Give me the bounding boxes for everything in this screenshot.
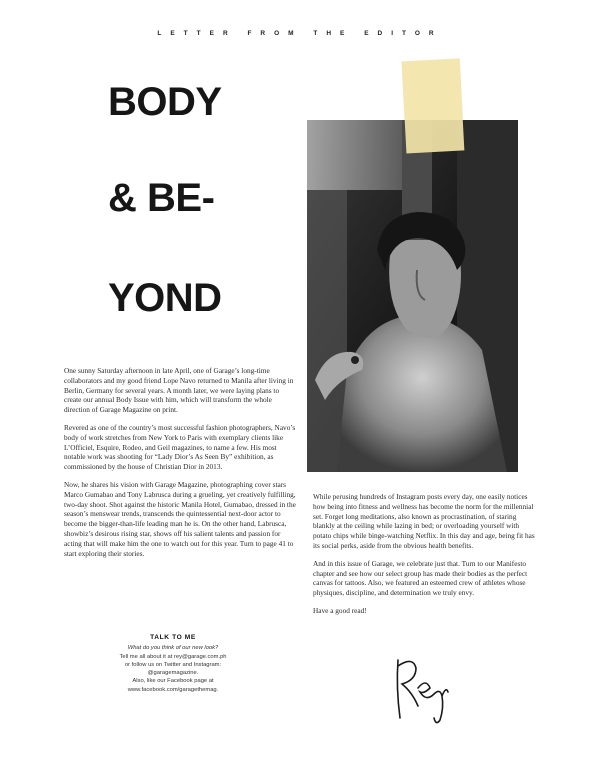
portrait-illustration — [307, 120, 518, 472]
social-line: or follow us on Twitter and Instagram: — [124, 661, 222, 668]
paragraph-1: One sunny Saturday afternoon in late April, one of Garage’s long-time collaborators and my good friend Lope Navo returned to Manila after living in Berlin, Germany for several years. A month later, we were laying plans to create our annual Body Issue with him, which will transform the whole direction of Garage Magazine on print. — [64, 366, 294, 415]
contact-email-line[interactable]: Tell me all about it at rey@garage.com.ph — [119, 653, 227, 660]
headline-line-2: & BE- — [108, 176, 215, 220]
section-kicker: LETTER FROM THE EDITOR — [157, 30, 443, 37]
editor-letter-left-column — [64, 366, 296, 566]
talk-to-me-question: What do you think of our new look? — [127, 645, 219, 652]
signature-illustration — [388, 648, 458, 728]
editor-letter-right-column — [313, 492, 535, 624]
paragraph-6: Have a good read! — [313, 605, 367, 615]
paragraph-5: And in this issue of Garage, we celebrate just that. Turn to our Manifesto chapter and see how our select group has made their bodies as the perfect canvas for tattoos. Also, we featured an esteemed crew of athletes whose physiques, discipline, and determination we truly envy. — [313, 558, 528, 598]
talk-to-me-title: TALK TO ME — [150, 634, 196, 641]
headline-line-1: BODY — [108, 80, 222, 124]
paragraph-3: Now, he shares his vision with Garage Magazine, photographing cover stars Marco Gumabao and Tony Labrusca during a grueling, yet creatively fulfilling, two-day shoot. Shot against the historic Manila Hotel, Gumabao, dressed in the season’s menswear trends, transcends the quintessential next-door actor to become the bigger-than-life leading man he is. On the other hand, Labrusca, showbiz’s desirous rising star, shows off his salient talents and passion for acting that will make him the one to watch out for this year. Turn to page 41 to start exploring their stories. — [64, 479, 296, 558]
facebook-line: Also, like our Facebook page at — [132, 678, 214, 685]
facebook-url[interactable]: www.facebook.com/garagethemag. — [127, 686, 219, 693]
cover-photo — [307, 120, 518, 472]
editor-signature — [388, 648, 458, 728]
paragraph-4: While perusing hundreds of Instagram posts every day, one easily notices how being into fitness and wellness has become the norm for the millennial set. Forget long meditations, also known as procrastination, of staring blankly at the ceiling while lazing in bed; or overloading yourself with potato chips while binge-watching Netflix. In this day and age, being fit has its social perks, aside from the obvious health benefits. — [313, 492, 535, 550]
talk-to-me-box — [100, 634, 246, 694]
tape-strip — [402, 59, 465, 154]
social-handle[interactable]: @garagemagazine. — [147, 670, 199, 677]
paragraph-2: Revered as one of the country’s most successful fashion photographers, Navo’s body of work stretches from New York to Paris with exemplary clients like L’Officiel, Esquire, Rodeo, and Geil magazines, to name a few. His most notable work was shooting for “Lady Dior’s As Seen By” exhibition, as commissioned by the house of Christian Dior in 2013. — [64, 422, 296, 472]
headline-line-3: YOND — [108, 276, 222, 320]
